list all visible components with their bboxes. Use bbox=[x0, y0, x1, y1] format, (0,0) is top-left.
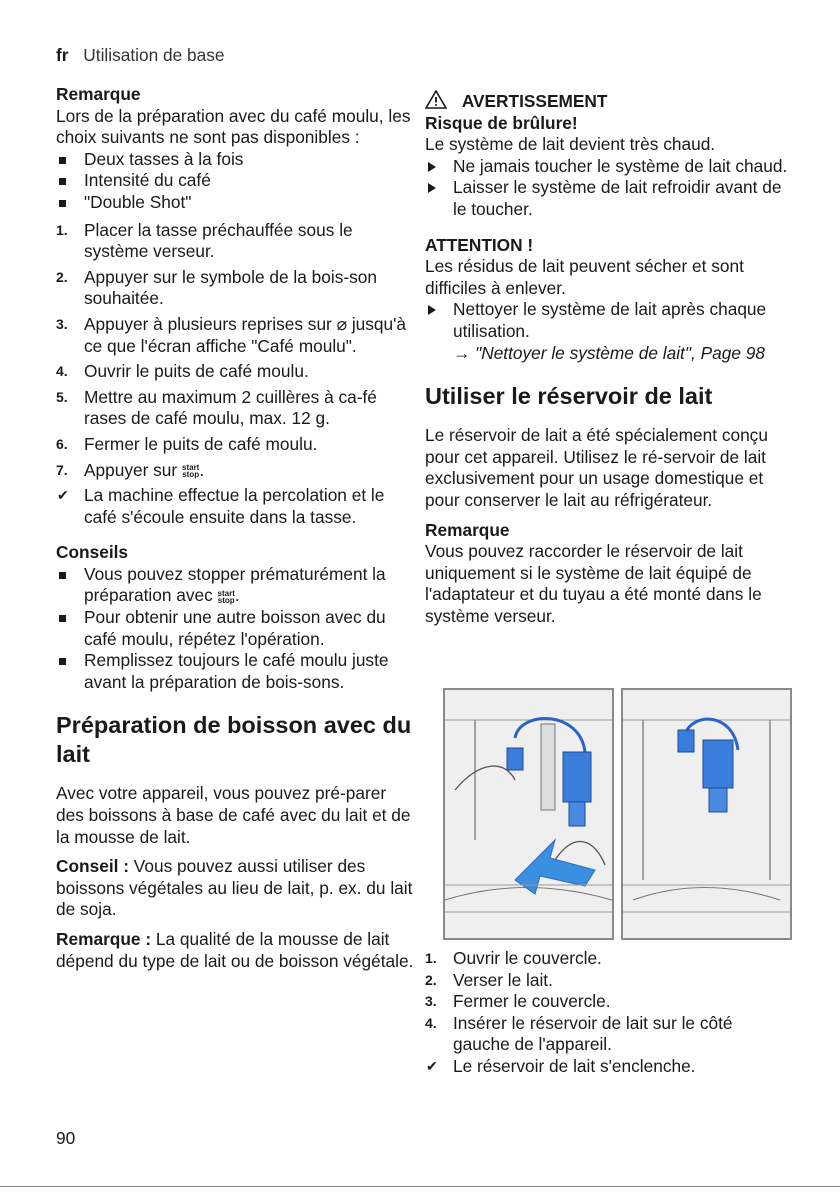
left-column bbox=[56, 84, 418, 972]
warning-triangle-icon bbox=[425, 90, 447, 109]
warning-heading: AVERTISSEMENT bbox=[425, 90, 793, 113]
page-number: 90 bbox=[56, 1128, 76, 1148]
check-icon: ✔ bbox=[426, 1057, 438, 1074]
bottom-rule bbox=[0, 1186, 840, 1187]
bullet-icon bbox=[59, 200, 66, 207]
arrow-icon bbox=[428, 305, 436, 315]
section-heading: Utiliser le réservoir de lait bbox=[425, 383, 713, 410]
intro-text: Avec votre appareil, vous pouvez pré-parer des boissons à base de café avec du lait et de la mousse de lait. bbox=[56, 783, 411, 847]
step-item: 4. Insérer le réservoir de lait sur le côté gauche de l'appareil. bbox=[425, 1012, 733, 1055]
list-item: "Double Shot" bbox=[56, 192, 418, 214]
header-section: Utilisation de base bbox=[83, 45, 225, 65]
list-item: Laisser le système de lait refroidir avant de le toucher. bbox=[425, 177, 793, 220]
section-heading: Préparation de boisson avec du lait bbox=[56, 712, 412, 768]
remarque-paragraph: Remarque : La qualité de la mousse de lait dépend du type de lait ou de boisson végétale. bbox=[56, 929, 414, 971]
note-text: Vous pouvez raccorder le réservoir de lait uniquement si le système de lait équipé de l'adaptateur et du tuyau a été monté dans le système verseur. bbox=[425, 541, 762, 626]
start-stop-icon: start stop bbox=[217, 588, 235, 605]
result-item: ✔ La machine effectue la percolation et le café s'écoule ensuite dans la tasse. bbox=[57, 485, 385, 527]
step-item: 2. Appuyer sur le symbole de la bois-son souhaitée. bbox=[56, 266, 377, 309]
list-item: Remplissez toujours le café moulu juste avant la préparation de bois-sons. bbox=[56, 650, 418, 693]
arrow-icon bbox=[428, 183, 436, 193]
illustration-tank-fitted bbox=[621, 688, 792, 940]
page-header bbox=[56, 45, 225, 67]
list-item: Ne jamais toucher le système de lait chaud. bbox=[425, 156, 793, 178]
list-item: Pour obtenir une autre boisson avec du café moulu, répétez l'opération. bbox=[56, 607, 418, 650]
attention-text: Les résidus de lait peuvent sécher et sont difficiles à enlever. bbox=[425, 256, 744, 298]
conseil-paragraph: Conseil : Vous pouvez aussi utiliser des boissons végétales au lieu de lait, p. ex. du lait de soja. bbox=[56, 856, 413, 920]
header-lang: fr bbox=[56, 45, 69, 65]
arrow-icon bbox=[428, 162, 436, 172]
list-item: Intensité du café bbox=[56, 170, 418, 192]
bullet-icon bbox=[59, 615, 66, 622]
page-reference: → "Nettoyer le système de lait", Page 98 bbox=[453, 342, 765, 363]
start-stop-icon: start stop bbox=[182, 462, 200, 479]
bullet-icon bbox=[59, 157, 66, 164]
bullet-icon bbox=[59, 572, 66, 579]
check-icon: ✔ bbox=[57, 487, 69, 504]
illustration-insert-tank bbox=[443, 688, 614, 940]
note-text: Lors de la préparation avec du café moulu, les choix suivants ne sont pas disponibles : bbox=[56, 105, 411, 148]
note-title: Remarque bbox=[56, 84, 141, 104]
step-item: 2. Verser le lait. bbox=[425, 969, 553, 990]
step-item: 6. Fermer le puits de café moulu. bbox=[56, 433, 318, 454]
step-item: 7. Appuyer sur start stop. bbox=[56, 459, 205, 480]
bullet-icon bbox=[59, 658, 66, 665]
note-title: Remarque bbox=[425, 519, 510, 540]
body-text: Le réservoir de lait a été spécialement conçu pour cet appareil. Utilisez le ré-servoir de lait exclusivement pour un usage domestique et pour conserver le lait au réfrigérateur. bbox=[425, 425, 768, 510]
bullet-icon bbox=[59, 178, 66, 185]
step-item: 3. Appuyer à plusieurs reprises sur ⌀ jusqu'à ce que l'écran affiche "Café moulu". bbox=[56, 313, 407, 356]
warning-title: Risque de brûlure! bbox=[425, 112, 578, 133]
step-item: 5. Mettre au maximum 2 cuillères à ca-fé rases de café moulu, max. 12 g. bbox=[56, 386, 377, 429]
step-item: 3. Fermer le couvercle. bbox=[425, 991, 611, 1012]
right-column bbox=[425, 90, 793, 627]
result-item: ✔ Le réservoir de lait s'enclenche. bbox=[426, 1055, 696, 1076]
step-item: 4. Ouvrir le puits de café moulu. bbox=[56, 361, 309, 382]
step-item: 1. Ouvrir le couvercle. bbox=[425, 948, 602, 968]
right-steps bbox=[425, 948, 793, 1078]
attention-title: ATTENTION ! bbox=[425, 234, 534, 255]
warning-text: Le système de lait devient très chaud. bbox=[425, 134, 716, 155]
list-item: Deux tasses à la fois bbox=[56, 149, 418, 171]
list-item: Vous pouvez stopper prématurément la préparation avec start stop. bbox=[56, 564, 418, 607]
tips-title: Conseils bbox=[56, 542, 129, 563]
list-item: Nettoyer le système de lait après chaque utilisation. → "Nettoyer le système de lait", Page 98 bbox=[425, 299, 793, 364]
step-item: 1. Placer la tasse préchauffée sous le système verseur. bbox=[56, 219, 353, 262]
